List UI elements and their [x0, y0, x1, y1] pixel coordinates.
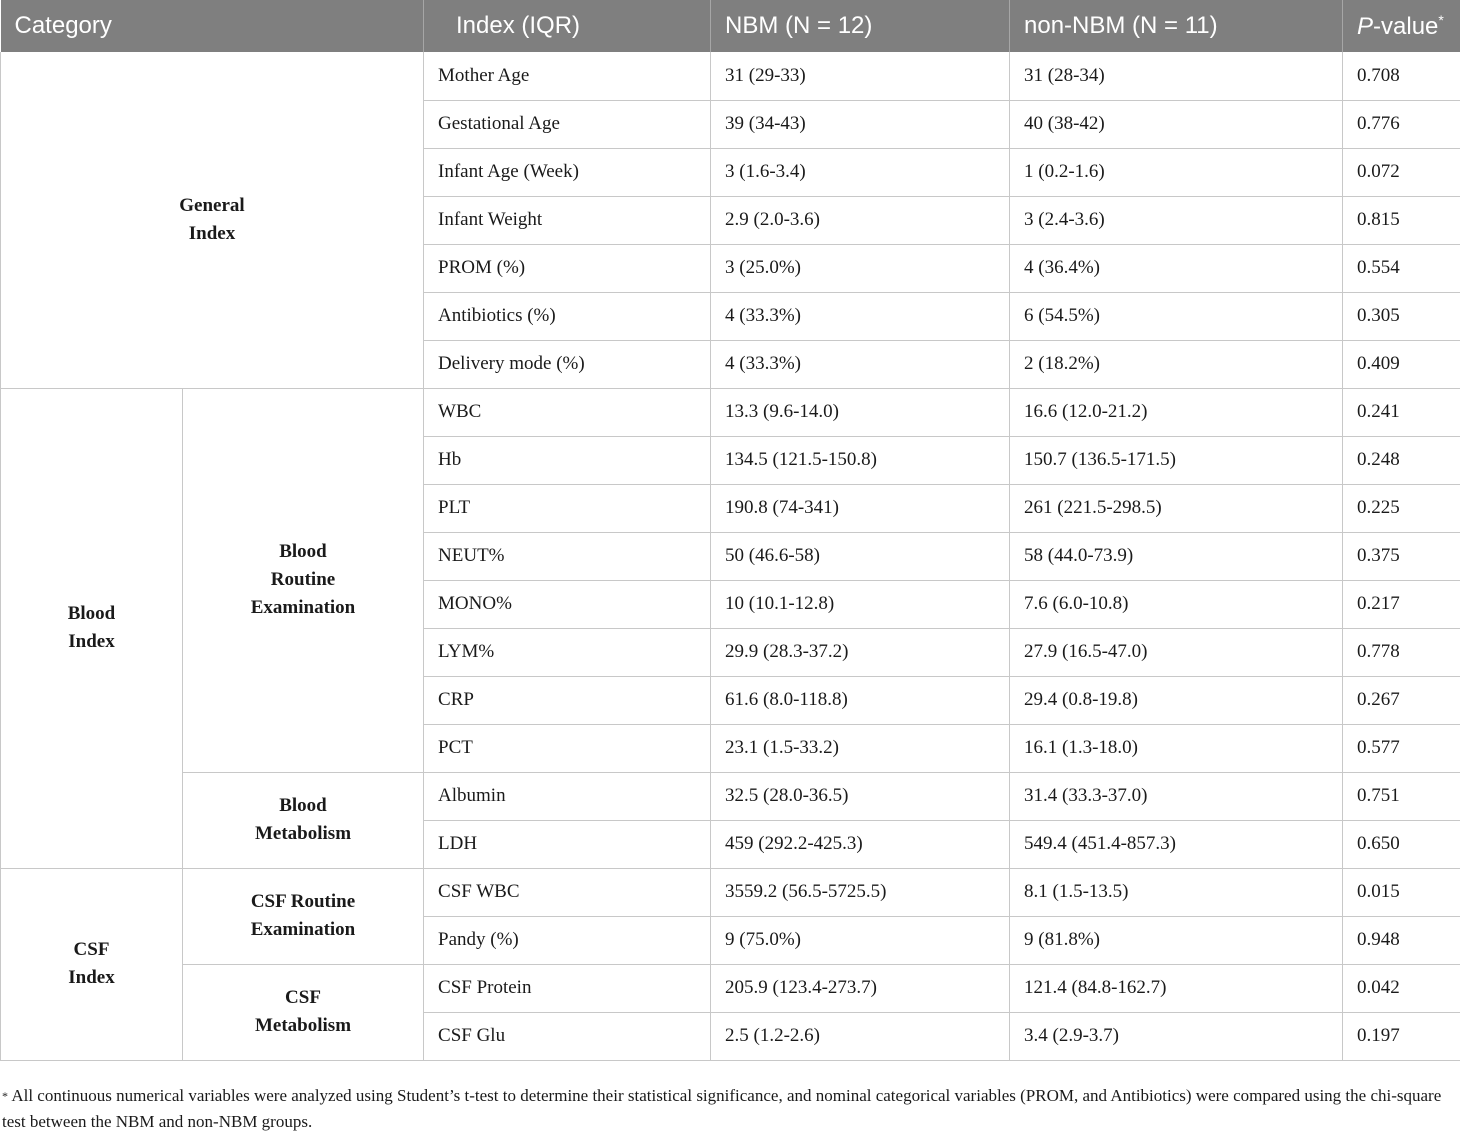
non-nbm-cell: 16.1 (1.3-18.0) [1010, 724, 1343, 772]
p-value-cell: 0.015 [1343, 868, 1460, 916]
non-nbm-cell: 261 (221.5-298.5) [1010, 484, 1343, 532]
index-cell: Antibiotics (%) [424, 292, 711, 340]
non-nbm-cell: 31 (28-34) [1010, 52, 1343, 100]
non-nbm-cell: 121.4 (84.8-162.7) [1010, 964, 1343, 1012]
index-cell: PROM (%) [424, 244, 711, 292]
index-cell: MONO% [424, 580, 711, 628]
nbm-cell: 29.9 (28.3-37.2) [711, 628, 1010, 676]
table-row [1, 772, 1460, 820]
p-value-cell: 0.778 [1343, 628, 1460, 676]
non-nbm-cell: 2 (18.2%) [1010, 340, 1343, 388]
index-cell: Pandy (%) [424, 916, 711, 964]
category-blood-index: Blood Index [1, 388, 183, 868]
index-cell: Delivery mode (%) [424, 340, 711, 388]
p-value-cell: 0.708 [1343, 52, 1460, 100]
nbm-cell: 3 (25.0%) [711, 244, 1010, 292]
p-value-cell: 0.197 [1343, 1012, 1460, 1060]
p-value-cell: 0.776 [1343, 100, 1460, 148]
index-cell: WBC [424, 388, 711, 436]
header-p-value: P-value* [1343, 0, 1460, 52]
index-cell: LYM% [424, 628, 711, 676]
non-nbm-cell: 549.4 (451.4-857.3) [1010, 820, 1343, 868]
index-cell: Albumin [424, 772, 711, 820]
index-cell: CSF WBC [424, 868, 711, 916]
p-value-cell: 0.248 [1343, 436, 1460, 484]
p-value-cell: 0.554 [1343, 244, 1460, 292]
nbm-cell: 205.9 (123.4-273.7) [711, 964, 1010, 1012]
p-value-cell: 0.267 [1343, 676, 1460, 724]
p-value-cell: 0.305 [1343, 292, 1460, 340]
table-row [1, 388, 1460, 436]
index-cell: CRP [424, 676, 711, 724]
header-category: Category [1, 0, 424, 52]
header-non-nbm: non-NBM (N = 11) [1010, 0, 1343, 52]
nbm-cell: 23.1 (1.5-33.2) [711, 724, 1010, 772]
nbm-cell: 13.3 (9.6-14.0) [711, 388, 1010, 436]
index-cell: CSF Glu [424, 1012, 711, 1060]
non-nbm-cell: 3 (2.4-3.6) [1010, 196, 1343, 244]
index-cell: CSF Protein [424, 964, 711, 1012]
nbm-cell: 3 (1.6-3.4) [711, 148, 1010, 196]
p-value-cell: 0.409 [1343, 340, 1460, 388]
nbm-cell: 459 (292.2-425.3) [711, 820, 1010, 868]
header-index: Index (IQR) [424, 0, 711, 52]
p-value-cell: 0.815 [1343, 196, 1460, 244]
nbm-cell: 3559.2 (56.5-5725.5) [711, 868, 1010, 916]
p-value-cell: 0.072 [1343, 148, 1460, 196]
index-cell: Infant Weight [424, 196, 711, 244]
non-nbm-cell: 40 (38-42) [1010, 100, 1343, 148]
non-nbm-cell: 27.9 (16.5-47.0) [1010, 628, 1343, 676]
footnote-text: All continuous numerical variables were analyzed using Student’s t-test to determine their statistical significance, and nominal categorical variables (PROM, and Antibiotics) were compared using the chi-square test between the NBM and non-NBM groups. [2, 1086, 1441, 1131]
non-nbm-cell: 7.6 (6.0-10.8) [1010, 580, 1343, 628]
p-value-cell: 0.751 [1343, 772, 1460, 820]
table-row [1, 964, 1460, 1012]
nbm-cell: 134.5 (121.5-150.8) [711, 436, 1010, 484]
index-cell: Mother Age [424, 52, 711, 100]
index-cell: LDH [424, 820, 711, 868]
table-row [1, 868, 1460, 916]
index-cell: Gestational Age [424, 100, 711, 148]
non-nbm-cell: 4 (36.4%) [1010, 244, 1343, 292]
subcategory-blood-routine-examination: Blood Routine Examination [183, 388, 424, 772]
nbm-cell: 39 (34-43) [711, 100, 1010, 148]
nbm-cell: 4 (33.3%) [711, 292, 1010, 340]
nbm-cell: 2.9 (2.0-3.6) [711, 196, 1010, 244]
index-cell: PCT [424, 724, 711, 772]
index-cell: NEUT% [424, 532, 711, 580]
subcategory-csf-routine-examination: CSF Routine Examination [183, 868, 424, 964]
subcategory-blood-metabolism: Blood Metabolism [183, 772, 424, 868]
nbm-cell: 10 (10.1-12.8) [711, 580, 1010, 628]
table-footnote [2, 1083, 1458, 1135]
p-value-cell: 0.241 [1343, 388, 1460, 436]
index-cell: PLT [424, 484, 711, 532]
p-value-cell: 0.217 [1343, 580, 1460, 628]
non-nbm-cell: 150.7 (136.5-171.5) [1010, 436, 1343, 484]
nbm-cell: 4 (33.3%) [711, 340, 1010, 388]
non-nbm-cell: 29.4 (0.8-19.8) [1010, 676, 1343, 724]
index-cell: Infant Age (Week) [424, 148, 711, 196]
non-nbm-cell: 9 (81.8%) [1010, 916, 1343, 964]
nbm-cell: 61.6 (8.0-118.8) [711, 676, 1010, 724]
non-nbm-cell: 16.6 (12.0-21.2) [1010, 388, 1343, 436]
non-nbm-cell: 58 (44.0-73.9) [1010, 532, 1343, 580]
table-row [1, 52, 1460, 100]
nbm-cell: 50 (46.6-58) [711, 532, 1010, 580]
category-csf-index: CSF Index [1, 868, 183, 1060]
non-nbm-cell: 1 (0.2-1.6) [1010, 148, 1343, 196]
header-row [1, 0, 1460, 52]
header-nbm: NBM (N = 12) [711, 0, 1010, 52]
footnote-marker: * [2, 1089, 8, 1103]
nbm-cell: 32.5 (28.0-36.5) [711, 772, 1010, 820]
category-general-index: General Index [1, 52, 424, 388]
p-value-cell: 0.375 [1343, 532, 1460, 580]
non-nbm-cell: 31.4 (33.3-37.0) [1010, 772, 1343, 820]
nbm-cell: 31 (29-33) [711, 52, 1010, 100]
subcategory-csf-metabolism: CSF Metabolism [183, 964, 424, 1060]
index-cell: Hb [424, 436, 711, 484]
non-nbm-cell: 8.1 (1.5-13.5) [1010, 868, 1343, 916]
p-value-cell: 0.650 [1343, 820, 1460, 868]
p-value-cell: 0.948 [1343, 916, 1460, 964]
nbm-cell: 2.5 (1.2-2.6) [711, 1012, 1010, 1060]
p-value-cell: 0.042 [1343, 964, 1460, 1012]
p-value-cell: 0.577 [1343, 724, 1460, 772]
non-nbm-cell: 3.4 (2.9-3.7) [1010, 1012, 1343, 1060]
p-value-cell: 0.225 [1343, 484, 1460, 532]
nbm-cell: 190.8 (74-341) [711, 484, 1010, 532]
non-nbm-cell: 6 (54.5%) [1010, 292, 1343, 340]
nbm-cell: 9 (75.0%) [711, 916, 1010, 964]
